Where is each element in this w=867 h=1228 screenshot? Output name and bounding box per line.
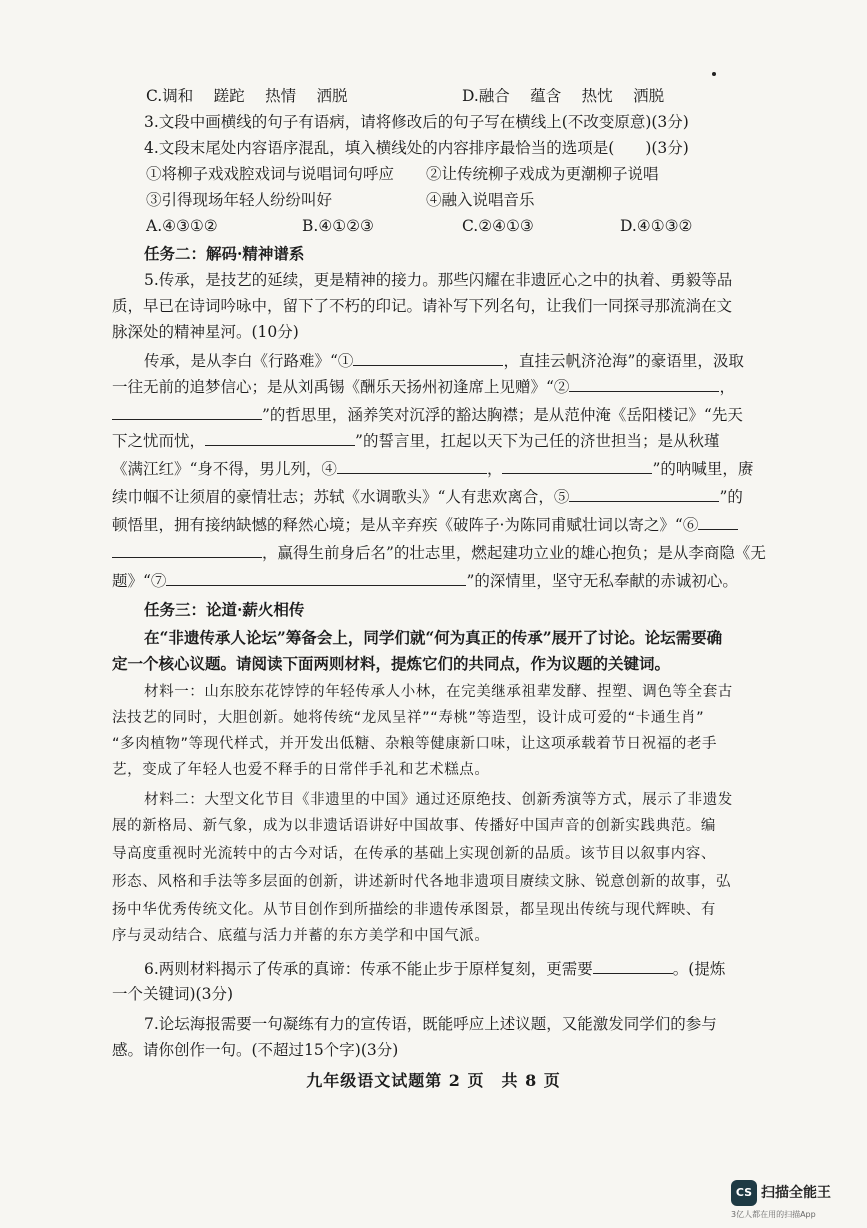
material-1-line-1: 材料一：山东胶东花饽饽的年轻传承人小林，在完美继承祖辈发酵、捏塑、调色等全套古 [144, 684, 733, 700]
task-3-intro-2: 定一个核心议题。请阅读下面两则材料，提炼它们的共同点，作为议题的关键词。 [112, 654, 671, 673]
q4-choice-b: B.④①②③ [302, 217, 374, 235]
page-footer: 九年级语文试题第 2 页 共 8 页 [306, 1071, 561, 1090]
fill-line-7: 顿悟里，拥有接纳缺憾的释然心境；是从辛弃疾《破阵子·为陈同甫赋壮词以寄之》“⑥ [112, 514, 772, 535]
answer-blank-4a[interactable] [337, 458, 487, 474]
answer-blank-2a[interactable] [569, 376, 719, 392]
question-7-line-2: 感。请你创作一句。(不超过15个字)(3分) [112, 1041, 399, 1059]
material-2-line-6: 序与灵动结合、底蕴与活力并蓄的东方美学和中国气派。 [112, 928, 490, 944]
watermark-title: 扫描全能王 [761, 1185, 831, 1201]
q2-option-d: D.融合 蕴含 热忱 洒脱 [462, 87, 665, 105]
fill-line-2: 一往无前的追梦信心；是从刘禹锡《酬乐天扬州初逢席上见赠》“② ， [112, 378, 735, 396]
answer-blank-2b[interactable] [112, 404, 262, 420]
material-1-line-4: 艺，变成了年轻人也爱不释手的日常伴手礼和艺术糕点。 [112, 762, 490, 778]
speck-mark [712, 72, 716, 76]
q4-choice-d: D.④①③② [620, 217, 693, 235]
answer-blank-1[interactable] [353, 350, 503, 366]
fill-line-5: 《满江红》“身不得，男儿列，④ ， ”的呐喊里，赓 [112, 460, 754, 478]
answer-blank-5[interactable] [569, 486, 719, 502]
fill-line-3: ”的哲思里，涵养笑对沉浮的豁达胸襟；是从范仲淹《岳阳楼记》“先天 [112, 404, 772, 425]
fill-line-4: 下之忧而忧， ”的誓言里，扛起以天下为己任的济世担当；是从秋瑾 [112, 432, 720, 450]
answer-blank-4b[interactable] [502, 458, 652, 474]
task-3-intro-1: 在“非遗传承人论坛”筹备会上，同学们就“何为真正的传承”展开了讨论。论坛需要确 [144, 628, 723, 647]
question-4: 4.文段末尾处内容语序混乱，填入横线处的内容排序最恰当的选项是( )(3分) [144, 139, 689, 157]
task-2-title: 任务二：解码·精神谱系 [144, 244, 305, 263]
material-2-line-1: 材料二：大型文化节目《非遗里的中国》通过还原绝技、创新秀演等方式，展示了非遗发 [144, 792, 733, 808]
question-6-line-2: 一个关键词)(3分) [112, 985, 234, 1003]
material-1-line-2: 法技艺的同时，大胆创新。她将传统“龙凤呈祥”“寿桃”等造型，设计成可爱的“卡通生肖” [112, 710, 705, 726]
fill-line-6: 续巾帼不让须眉的豪情壮志；苏轼《水调歌头》“人有悲欢离合，⑤ ”的 [112, 488, 743, 506]
question-7-line-1: 7.论坛海报需要一句凝练有力的宣传语，既能呼应上述议题，又能激发同学们的参与 [144, 1015, 717, 1033]
q5-line-1: 5.传承，是技艺的延续，更是精神的接力。那些闪耀在非遗匠心之中的执着、勇毅等品 [144, 271, 733, 289]
q4-choice-c: C.②④①③ [462, 217, 534, 235]
q4-item-4: ④融入说唱音乐 [426, 191, 535, 209]
answer-blank-7[interactable] [166, 570, 466, 586]
material-2-line-4: 形态、风格和手法等多层面的创新，讲述新时代各地非遗项目赓续文脉、锐意创新的故事，弘 [112, 874, 732, 890]
q4-choice-a: A.④③①② [146, 217, 218, 235]
fill-line-9: 题》“⑦ ”的深情里，坚守无私奉献的赤诚初心。 [112, 572, 738, 590]
watermark-subtitle: 3亿人都在用的扫描App [731, 1210, 816, 1219]
material-1-line-3: “多肉植物”等现代样式，并开发出低糖、杂粮等健康新口味，让这项承载着节日祝福的老手 [112, 736, 718, 752]
answer-blank-6a[interactable] [698, 514, 738, 530]
question-6-line-1: 6.两则材料揭示了传承的真谛：传承不能止步于原样复刻，更需要 。(提炼 [144, 960, 726, 978]
fill-line-8: ，赢得生前身后名”的壮志里，燃起建功立业的雄心抱负；是从李商隐《无 [112, 542, 772, 563]
task-3-title: 任务三：论道·薪火相传 [144, 600, 305, 619]
material-2-line-2: 展的新格局、新气象，成为以非遗话语讲好中国故事、传播好中国声音的创新实践典范。编 [112, 818, 716, 834]
q5-line-3: 脉深处的精神星河。(10分) [112, 323, 299, 341]
question-3: 3.文段中画横线的句子有语病，请将修改后的句子写在横线上(不改变原意)(3分) [144, 113, 689, 131]
q4-item-2: ②让传统柳子戏成为更潮柳子说唱 [426, 165, 659, 183]
answer-blank-6b[interactable] [112, 542, 262, 558]
answer-blank-q6[interactable] [593, 958, 673, 974]
fill-line-1: 传承，是从李白《行路难》“① ，直挂云帆济沧海”的豪语里，汲取 [144, 352, 744, 370]
q5-line-2: 质，早已在诗词吟咏中，留下了不朽的印记。请补写下列名句，让我们一同探寻那流淌在文 [112, 297, 733, 315]
q2-option-c: C.调和 蹉跎 热情 洒脱 [146, 87, 348, 105]
q4-item-1: ①将柳子戏戏腔戏词与说唱词句呼应 [146, 165, 395, 183]
q4-item-3: ③引得现场年轻人纷纷叫好 [146, 191, 333, 209]
camscanner-logo-icon: CS [731, 1180, 757, 1206]
scanner-watermark [731, 1180, 851, 1220]
material-2-line-5: 扬中华优秀传统文化。从节目创作到所描绘的非遗传承图景，都呈现出传统与现代辉映、有 [112, 902, 716, 918]
material-2-line-3: 导高度重视时光流转中的古今对话，在传承的基础上实现创新的品质。该节目以叙事内容、 [112, 846, 716, 862]
answer-blank-3[interactable] [205, 430, 355, 446]
